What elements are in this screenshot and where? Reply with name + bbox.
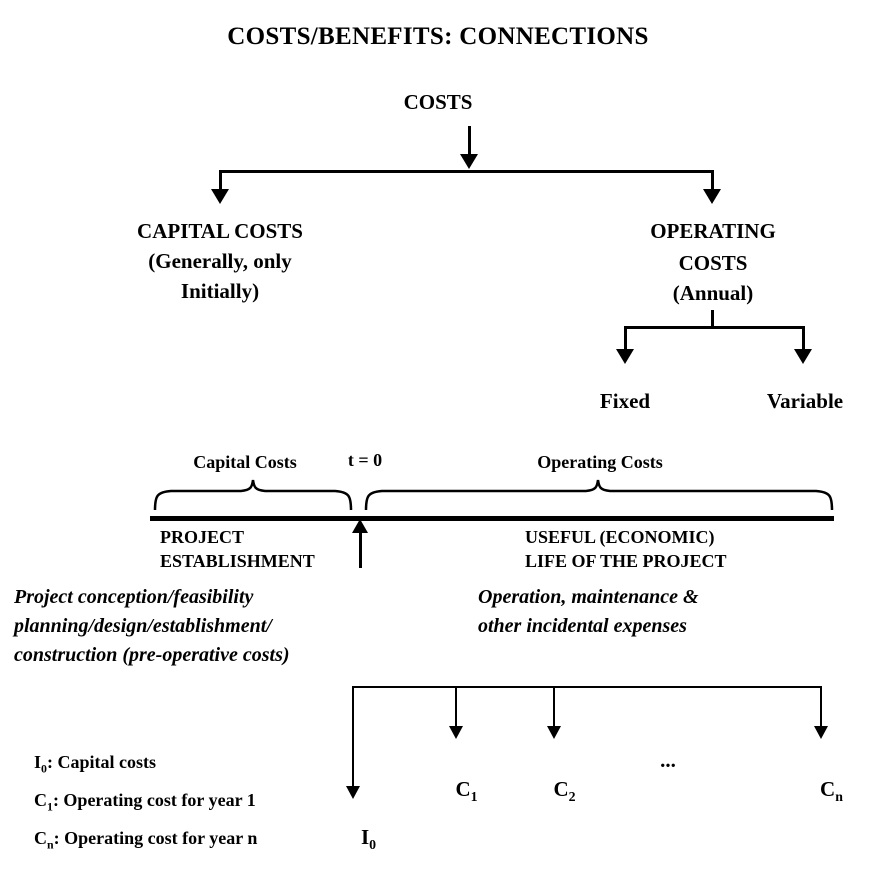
operating-costs-line2: COSTS xyxy=(678,251,748,275)
cashflow-label-i0-symbol: I xyxy=(360,824,370,849)
brace-left-label: Capital Costs xyxy=(193,452,297,472)
capital-costs-line3: Initially) xyxy=(180,279,260,303)
right-italic-line1: Operation, maintenance & xyxy=(478,586,699,608)
left-brace xyxy=(153,478,353,512)
cashflow-label-cn-symbol: C xyxy=(820,776,836,801)
cashflow-arrow-stem-i0 xyxy=(352,686,354,789)
cashflow-arrow-head-cn xyxy=(814,726,828,739)
origin-arrow-head xyxy=(352,519,368,533)
cashflow-arrow-stem-c2 xyxy=(553,686,555,729)
capital-costs-line1: CAPITAL COSTS xyxy=(137,219,303,243)
origin-label: t = 0 xyxy=(347,450,383,470)
origin-arrow-stem xyxy=(359,528,362,568)
legend-c1-sub: 1 xyxy=(47,799,53,814)
left-italic-line2: planning/design/establishment/ xyxy=(14,615,272,637)
page-title: COSTS/BENEFITS: CONNECTIONS xyxy=(227,23,649,50)
cashflow-label-cn-sub: n xyxy=(835,788,843,804)
operating-costs-line3: (Annual) xyxy=(672,281,754,305)
cashflow-arrow-stem-cn xyxy=(820,686,822,729)
cashflow-label-c1 xyxy=(418,752,494,830)
right-italic-line2: other incidental expenses xyxy=(478,615,687,637)
cashflow-arrow-head-c2 xyxy=(547,726,561,739)
right-brace xyxy=(364,478,834,512)
brace-right-label: Operating Costs xyxy=(537,452,663,472)
cashflow-label-c2-symbol: C xyxy=(553,776,569,801)
legend-cn-sub: n xyxy=(47,837,54,852)
legend-i0-symbol: I xyxy=(34,752,42,773)
left-italic-line3: construction (pre-operative costs) xyxy=(14,644,290,666)
tree-left-branch-arrow-head xyxy=(211,189,229,204)
cashflow-label-i0 xyxy=(320,800,396,878)
cashflow-label-c2-sub: 2 xyxy=(568,788,576,804)
tree-root-label: COSTS xyxy=(403,90,473,114)
legend-c1-text: : Operating cost for year 1 xyxy=(52,790,256,811)
cashflow-label-cn xyxy=(783,752,859,830)
tree-split-bar xyxy=(219,170,713,173)
cashflow-label-c1-sub: 1 xyxy=(470,788,478,804)
legend-c1-symbol: C xyxy=(34,790,47,811)
operating-child-variable: Variable xyxy=(766,389,844,413)
operating-costs-line1: OPERATING xyxy=(650,219,776,243)
legend-cn-symbol: C xyxy=(34,828,47,849)
cashflow-label-c1-symbol: C xyxy=(455,776,471,801)
variable-branch-arrow-head xyxy=(794,349,812,364)
left-italic-line1: Project conception/feasibility xyxy=(14,586,254,608)
timeline-axis xyxy=(150,516,834,521)
operating-subtree-bar xyxy=(624,326,804,329)
cashflow-label-i0-sub: 0 xyxy=(369,836,377,852)
fixed-branch-arrow-head xyxy=(616,349,634,364)
legend-i0-text: : Capital costs xyxy=(46,752,156,773)
tree-right-branch-arrow-head xyxy=(703,189,721,204)
left-phase-line1: PROJECT xyxy=(160,527,245,547)
cashflow-arrow-head-i0 xyxy=(346,786,360,799)
cashflow-ellipsis: ... xyxy=(660,748,676,772)
left-phase-line2: ESTABLISHMENT xyxy=(160,551,315,571)
capital-costs-line2: (Generally, only xyxy=(148,249,292,273)
legend-cn-text: : Operating cost for year n xyxy=(53,828,258,849)
legend-i0-sub: 0 xyxy=(41,761,47,776)
tree-root-arrow-head xyxy=(460,154,478,169)
right-phase-line2: LIFE OF THE PROJECT xyxy=(525,551,727,571)
operating-child-fixed: Fixed xyxy=(599,389,651,413)
cashflow-bus-line xyxy=(352,686,822,688)
cashflow-arrow-stem-c1 xyxy=(455,686,457,729)
cashflow-label-c2 xyxy=(516,752,592,830)
right-phase-line1: USEFUL (ECONOMIC) xyxy=(525,527,715,547)
cashflow-arrow-head-c1 xyxy=(449,726,463,739)
legend-item-cn xyxy=(16,807,257,873)
